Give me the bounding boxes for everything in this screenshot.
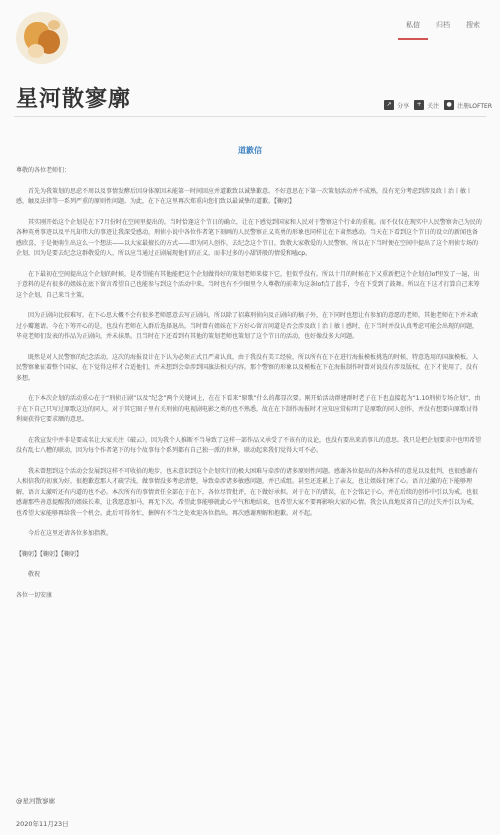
nav-item-archive[interactable]: 归档 — [436, 21, 450, 29]
follow-button[interactable] — [414, 100, 439, 110]
post-paragraph: 在我宣发中并非是要或名让大家关注《破云》，因为我个人推断不当导致了这样一部作品又承受了不该有的议论，也没有要出来消事儿的意思。我只是把企划要求中也明希望没有乱七八糟的联动，因为每个作者笔下的每个故事每个系列都有自己独一派的世界，联动起来我们觉得大可不必。 — [16, 436, 482, 454]
post-paragraph: 今后在这里还请各位多加指教。 — [28, 530, 113, 537]
user-icon: ● — [444, 100, 454, 110]
post-paragraph: 我未曾想到这个活动会发展到这样不可收拾的地步，也未意识到这个企划实行的极大困难与牵涉的诸多原则性问题。感谢各位提出的各种各样的意见以及批判，也很感谢有人相信我的初衷为好，很抱歉惹那人才疏学浅，做事情没多考虑清楚，导致牵涉诸多敏感问题，并已成组。甚至还连累上了亲友，也让姐妹们寒了心。语言过激的在下能够理解，语言太激听还有内道的也不必。本次所有的事情责任全部在于在下，各位尽管批评，在下做好承担。对于在下的错误，在下会铭记于心，并在后续的创作中引以为戒。也很感谢那些善意提醒我的姐妹长辈，让我愿意加马，再无下次。希望此事能够就此心平气和地结束，也希望大家不要再影响大家的心情。我会认真地反省自己的过失并引以为戒，也希望大家能够再给我一个机会。此后可得务忙，搪牌有不当之处欢迎各位指出。再次感谢理解和抱歉。对不起。 — [16, 467, 479, 517]
action-bar — [384, 100, 492, 110]
post-paragraph: 【鞠躬】【鞠躬】【鞠躬】 — [16, 550, 83, 558]
post-paragraph: 其实刚开始这个企划是在下7月份时在空间里提出的。当时恰逢这个节日的确立，让在下感觉到国家和人民对于警察这个行业的重视。而不仅仅在现实中人民警察舍己为民的各种英勇事迹以及平凡却伟大的事迹让我深受感动，刑侦小说中各位作者笔下刻画的人民警察正义英勇的形象也同样让在下肃然感动。当天在下看到这个节日的设立的新闻也备感欣喜，于是便萌生出这么一个想法——以大家最擅长的方式——即为同人创作，去纪念这个节日，致敬大家敬爱的人民警察。所以在下当时便在空间中提出了这个刑侦专场的企划，因为是要去纪念这群敬爱的人，所以应当通过正剧展现他们的正义，而非过多的小甜饼般的情爱和嗑cp。 — [16, 218, 482, 257]
post-paragraph: 各位一切安康 — [16, 591, 53, 599]
post-paragraph: 尊敬的各位老师们： — [16, 167, 71, 174]
share-icon: ↗ — [384, 100, 394, 110]
avatar-shape — [48, 20, 60, 30]
post-paragraph: 因为正剧向比较难写，在下心思大概不会有很多老师愿意去写正剧向，所以除了招募刑侦向及正剧向的稿子外，在下同时也想让有参加的意愿的老师，其他老师在下并未敢过小瓣邀请。今在下筹开心的是，也没有老师在入群后选择退出。当时曾有姐妹在下方好心留言问道是否会涉及政丨治丨敏丨感时，在下当时并没认真考虑可能会出现的问题，毕竟老师们发表的作品为正剧向，并未抹黑。且当时在下还看到有其他的策划老师也策划了这个节日的活动，也好像没多大问题。 — [16, 312, 479, 340]
nav-item-message[interactable]: 私信 — [398, 20, 428, 40]
post-title[interactable]: 道歉信 — [238, 146, 262, 155]
post-paragraph: 敬祝 — [28, 571, 41, 578]
post-date[interactable]: 2020年11月23日 — [16, 820, 69, 828]
post-paragraph: 在下最初在空间提出这个企划的时候，是希望能有其他能把这个企划做得好的策划老师来接下它，但似乎没有。所以十月的时候在下又重新把这个企划在lof里发了一遍，出于意料的是有很多的姐妹在底下留言希望自己也能参与到这个活动中来。当时也有不少圈里令人尊敬的前辈为这条lof点了蓝手，令在下受到了鼓舞。所以在下这才打算自己来筹这个企划，自己来当主策。 — [16, 270, 480, 299]
share-label: 分享 — [397, 102, 410, 110]
post-content — [16, 166, 482, 611]
post-paragraph: 首先为我策划的思虑不周以及事情发酵后因身体原因未能第一时间回应并道歉致以诚挚歉意。不好意思在下第一次策划活动并不成熟，没有充分考虑到涉及政丨治丨敏丨感，触及法律等一系列严重的原则性问题。为此，在下在这里再次郑重向您们致以最诚挚的道歉。【鞠躬】 — [16, 187, 473, 205]
header-divider — [14, 116, 486, 117]
avatar-shape — [28, 44, 44, 58]
register-button[interactable] — [444, 100, 492, 110]
blog-avatar[interactable] — [16, 12, 68, 64]
follow-label: 关注 — [427, 102, 440, 110]
blog-title[interactable]: 星河散寥廓 — [16, 87, 132, 112]
share-button[interactable] — [384, 100, 409, 110]
post-paragraph: 在下本次企划的活动重心在于“刑侦正剧”以及“纪念”两个关键词上，在在下看来“原歌”什么的都显次要。刚开始活动群建群时老子在下也直接起为“1.10刑侦专场企划”，由于在下自己只写过原歌这边的同人，对于其它圈子里有关刑侦的电视剧电影之类的也不熟悉，故在在下制作海报时才应知应赏标明了是原歌的同人创作，并没有想要向原歌讨得利商获得它要求额的意思。 — [16, 395, 481, 423]
post-signature[interactable]: @星河散寥廓 — [16, 797, 55, 805]
register-label: 注册LOFTER — [457, 102, 492, 110]
plus-icon: + — [414, 100, 424, 110]
post-paragraph: 既然是对人民警察的纪念活动，这次的海报设计在下认为必须正式且严肃认真，由于我没有美工经验，所以所有在下在进行海报模板挑选的时候，特意选用的国旗模板。人民警察象征着整个国家，在下觉得这样才合适他们，并未想到会牵涉到国旗法相关内容。那个警察的形象以及模板在下在海报制作时曾对说没有涉及版权，在下才使用了，没有多想。 — [16, 353, 479, 382]
nav-item-search[interactable]: 搜索 — [466, 21, 480, 29]
top-nav — [398, 20, 488, 40]
